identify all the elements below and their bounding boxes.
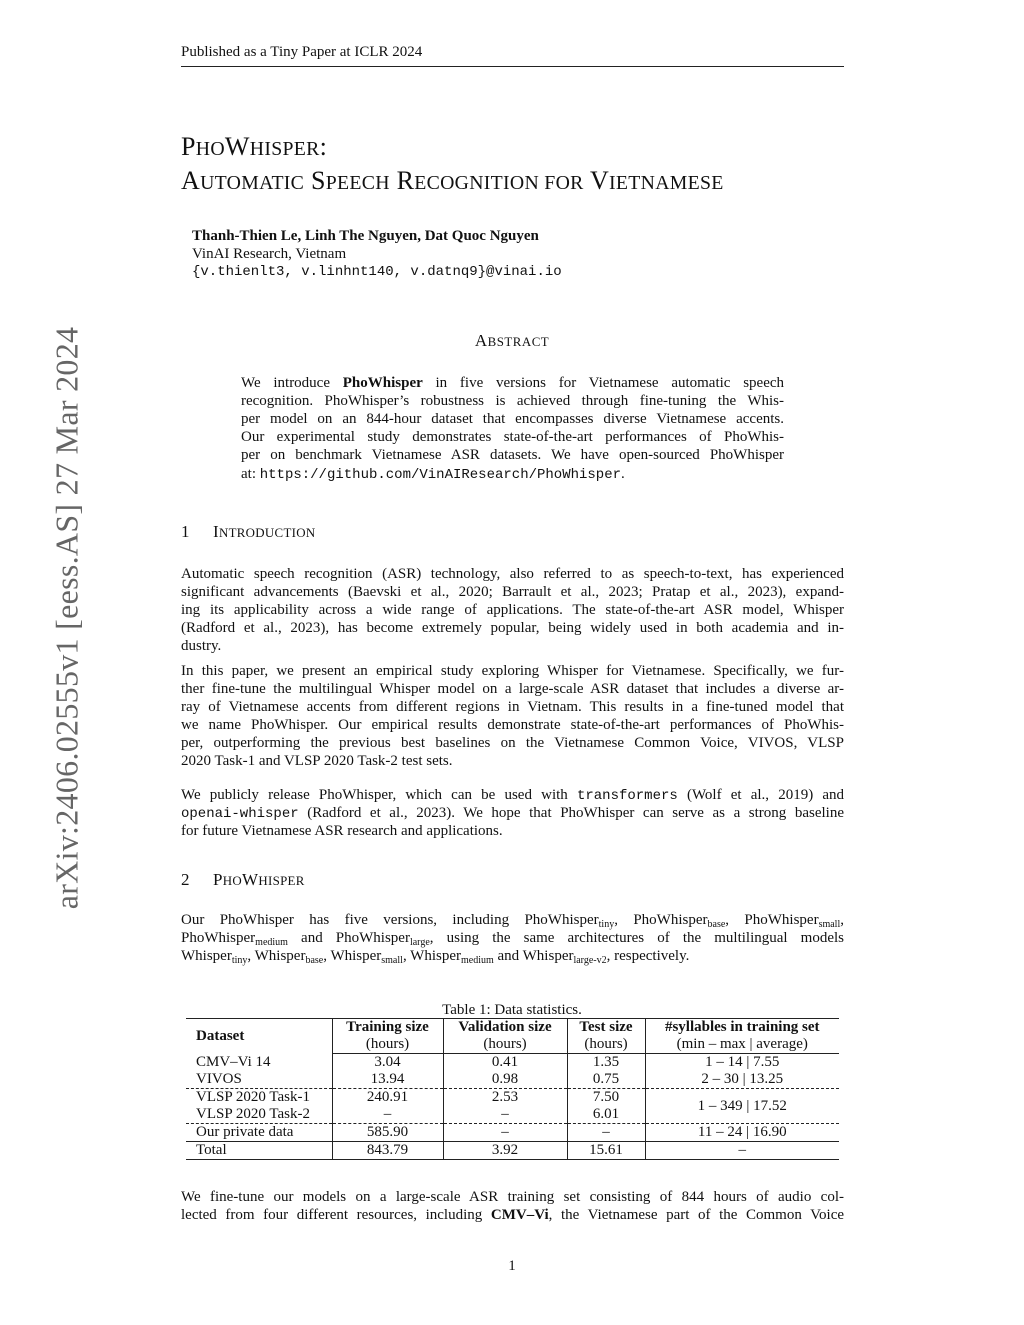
cell-syllables: 1 – 349 | 17.52 (645, 1089, 839, 1124)
body-line: dustry. (181, 638, 222, 654)
body-text: , using the same architectures of the multilingual models (429, 930, 844, 946)
body-line (181, 929, 844, 948)
table-row (186, 1089, 839, 1107)
cell-train: – (332, 1106, 443, 1124)
subscript: base (707, 919, 726, 930)
cell-train: 585.90 (332, 1124, 443, 1142)
body-text: , Whisper (323, 948, 382, 964)
arxiv-identifier: arXiv:2406.02555v1 [eess.AS] 27 Mar 2024 (48, 326, 85, 909)
abstract-text: . (621, 466, 625, 482)
author-affiliation: VinAI Research, Vietnam (192, 246, 347, 262)
section-number: 2 (181, 870, 190, 889)
body-text: Our PhoWhisper has five versions, including PhoWhisper (181, 912, 599, 928)
code-transformers: transformers (576, 788, 678, 804)
body-line: In this paper, we present an empirical study exploring Whisper for Vietnamese. Specifically, we fur- (181, 663, 844, 679)
table-row (186, 1054, 839, 1072)
abstract-heading (0, 331, 1024, 351)
cell-train: 843.79 (332, 1142, 443, 1160)
subscript: large (409, 937, 430, 948)
subscript: small (818, 919, 841, 930)
abstract-line (241, 374, 784, 392)
body-line: for future Vietnamese ASR research and applications. (181, 823, 503, 839)
author-names: Thanh-Thien Le, Linh The Nguyen, Dat Quoc Nguyen (192, 228, 539, 244)
section-number: 1 (181, 522, 190, 541)
heading-smallcaps: BSTRACT (487, 334, 550, 349)
body-line: significant advancements (Baevski et al., 2020; Barrault et al., 2023; Pratap et al., 2023), expand- (181, 584, 844, 600)
cell-train: 3.04 (332, 1054, 443, 1072)
cell-dataset: Our private data (186, 1124, 332, 1142)
github-link[interactable]: https://github.com/VinAIResearch/PhoWhisper (259, 467, 622, 483)
cell-val: – (443, 1106, 567, 1124)
title-char: S (310, 166, 326, 195)
cell-train: 240.91 (332, 1089, 443, 1107)
author-emails: {v.thienlt3, v.linhnt140, v.datnq9}@vinai.io (192, 264, 562, 280)
subscript: large-v2 (573, 955, 607, 966)
body-line: we name PhoWhisper. Our empirical results demonstrate state-of-the-art performances of PhoWhis- (181, 717, 844, 733)
cell-val: – (443, 1124, 567, 1142)
table-header-row (186, 1019, 839, 1037)
heading-char: I (213, 522, 219, 541)
header-test-size: Test size (567, 1019, 645, 1037)
cell-val: 2.53 (443, 1089, 567, 1107)
header-unit: (hours) (332, 1036, 443, 1054)
body-line: (Radford et al., 2023), has become extremely popular, being widely used in both academia and in- (181, 620, 844, 636)
cell-test: 7.50 (567, 1089, 645, 1107)
code-openai-whisper: openai-whisper (181, 806, 299, 822)
header-dataset: Dataset (186, 1019, 332, 1054)
cell-test: 0.75 (567, 1071, 645, 1089)
data-statistics-table (186, 1018, 839, 1160)
abstract-text: We introduce (241, 375, 330, 391)
body-text: , Whisper (247, 948, 306, 964)
body-text: Whisper (181, 948, 232, 964)
cell-syllables: 1 – 14 | 7.55 (705, 1054, 780, 1070)
body-line: ther fine-tune the multilingual Whisper model on a large-scale ASR dataset that includes a diverse ar- (181, 681, 844, 697)
title-smallcaps: HO (195, 138, 225, 160)
body-text: , (840, 912, 844, 928)
table-row (186, 1124, 839, 1142)
cell-val: 3.92 (443, 1142, 567, 1160)
cell-dataset: VIVOS (186, 1071, 332, 1089)
cell-test: – (567, 1124, 645, 1142)
body-line: ing its applicability across a wide range of applications. The state-of-the-art ASR model, Whisper (181, 602, 844, 618)
title-smallcaps: ECOGNITION FOR (414, 172, 584, 194)
model-name: PhoWhisper (342, 375, 423, 391)
abstract-text: in five versions for Vietnamese automatic speech (435, 375, 785, 391)
body-text: (Wolf et al., 2019) and (686, 787, 845, 803)
paper-title-line-2 (181, 166, 724, 196)
cell-val: 0.98 (443, 1071, 567, 1089)
header-unit: (min – max | average) (645, 1036, 839, 1054)
cell-dataset: Total (186, 1142, 332, 1160)
abstract-text: at: (241, 466, 256, 482)
section-heading-introduction (181, 522, 315, 542)
table-row (186, 1071, 839, 1089)
header-unit: (hours) (443, 1036, 567, 1054)
body-line (181, 786, 844, 806)
abstract-line: per on benchmark Vietnamese ASR datasets. We have open-sourced PhoWhisper (241, 447, 784, 463)
cell-train: 13.94 (332, 1071, 443, 1089)
body-line: Automatic speech recognition (ASR) technology, also referred to as speech-to-text, has experienced (181, 566, 844, 582)
subscript: medium (255, 937, 288, 948)
body-text: , Whisper (402, 948, 461, 964)
abstract-line: per model on an 844-hour dataset that encompasses diverse Vietnamese accents. (241, 411, 784, 427)
body-text: , the Vietnamese part of the Common Voice (548, 1207, 845, 1223)
body-line: ray of Vietnamese accents from different regions in Vietnam. This results in a fine-tuned model that (181, 699, 844, 715)
subscript: tiny (231, 955, 248, 966)
heading-char: P (213, 870, 223, 889)
abstract-line: recognition. PhoWhisper’s robustness is achieved through fine-tuning the Whis- (241, 393, 784, 409)
body-line (181, 1206, 844, 1225)
title-smallcaps: UTOMATIC (200, 172, 305, 194)
cell-test: 6.01 (567, 1106, 645, 1124)
header-unit: (hours) (567, 1036, 645, 1054)
cell-syllables: 11 – 24 | 16.90 (645, 1124, 839, 1142)
subscript: small (381, 955, 403, 966)
abstract-line (241, 465, 784, 484)
title-smallcaps: IETNAMESE (609, 172, 724, 194)
subscript: medium (460, 955, 494, 966)
section-heading-phowhisper (181, 870, 305, 890)
body-line: per, outperforming the previous best baselines on the Vietnamese Common Voice, VIVOS, VLSP (181, 735, 844, 751)
page-number: 1 (508, 1258, 516, 1274)
body-text: PhoWhisper (181, 930, 256, 946)
body-text: , respectively. (606, 948, 690, 964)
cell-dataset: CMV–Vi 14 (186, 1054, 332, 1072)
body-text: , PhoWhisper (725, 912, 819, 928)
paper-title-line-1 (181, 132, 327, 162)
body-text: lected from four different resources, including (181, 1207, 483, 1223)
cell-syllables: – (645, 1142, 839, 1160)
cell-test: 15.61 (567, 1142, 645, 1160)
header-rule (181, 66, 844, 67)
subscript: tiny (598, 919, 615, 930)
title-smallcaps: PEECH (325, 172, 390, 194)
header-training-size: Training size (332, 1019, 443, 1037)
abstract-line: Our experimental study demonstrates state-of-the-art performances of PhoWhis- (241, 429, 784, 445)
body-line (181, 911, 844, 930)
dataset-name: CMV–Vi (490, 1207, 549, 1223)
heading-char: W (242, 870, 259, 889)
body-text: and Whisper (497, 948, 574, 964)
cell-dataset: VLSP 2020 Task-1 (186, 1089, 332, 1107)
body-line (181, 804, 844, 824)
cell-syllables: 2 – 30 | 13.25 (701, 1071, 784, 1087)
heading-smallcaps: HO (222, 873, 243, 888)
cell-val: 0.41 (443, 1054, 567, 1072)
cell-test: 1.35 (567, 1054, 645, 1072)
title-char: R (396, 166, 415, 195)
body-line: 2020 Task-1 and VLSP 2020 Task-2 test sets. (181, 753, 453, 769)
table-total-row (186, 1142, 839, 1160)
body-text: We publicly release PhoWhisper, which can be used with (181, 787, 568, 803)
cell-dataset: VLSP 2020 Task-2 (186, 1106, 332, 1124)
title-colon: : (319, 132, 328, 161)
header-syllables: #syllables in training set (645, 1019, 839, 1037)
heading-smallcaps: NTRODUCTION (218, 525, 316, 540)
subscript: base (305, 955, 324, 966)
title-char: P (181, 132, 196, 161)
arxiv-stamp (50, 315, 84, 920)
body-text: and PhoWhisper (301, 930, 410, 946)
title-smallcaps: HISPER (249, 138, 320, 160)
body-line: We fine-tune our models on a large-scale ASR training set consisting of 844 hours of audio col- (181, 1189, 844, 1205)
heading-char: A (474, 331, 488, 350)
title-char: A (181, 166, 201, 195)
heading-smallcaps: HISPER (258, 873, 305, 888)
body-line (181, 947, 844, 966)
table-caption: Table 1: Data statistics. (442, 1002, 582, 1018)
header-validation-size: Validation size (443, 1019, 567, 1037)
running-head: Published as a Tiny Paper at ICLR 2024 (181, 44, 423, 60)
body-text: (Radford et al., 2023). We hope that PhoWhisper can serve as a strong baseline (307, 805, 845, 821)
body-text: , PhoWhisper (614, 912, 708, 928)
title-char: V (589, 166, 610, 195)
title-char: W (224, 132, 250, 161)
